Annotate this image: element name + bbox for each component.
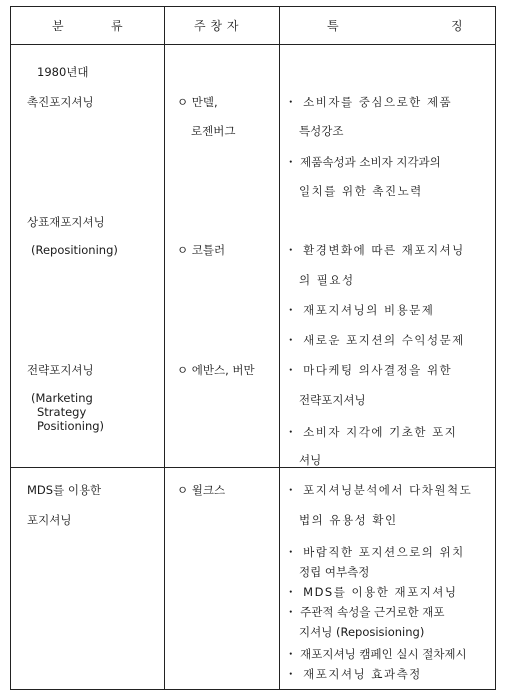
feature-text: 의 필요성 — [299, 273, 355, 287]
classification-table — [10, 6, 496, 690]
column-divider-2 — [279, 7, 280, 689]
proponent-rosenberg: 로젠버그 — [191, 124, 236, 138]
category-strategic: 전략포지셔닝 — [27, 363, 94, 377]
proponent-evans-berman: ㅇ 에반스, 버만 — [177, 363, 255, 377]
feature-text: ・ 소비자를 중심으로한 제품 — [285, 95, 453, 109]
category-mds: MDS를 이용한 — [27, 483, 102, 497]
proponent-mandel: ㅇ 만델, — [177, 95, 218, 109]
feature-text: ・ 환경변화에 따른 재포지셔닝 — [285, 243, 465, 257]
feature-text: ・ 제품속성과 소비자 지각과의 — [285, 155, 441, 169]
feature-text: 셔닝 — [299, 453, 322, 467]
feature-text: ・ MDS를 이용한 재포지셔닝 — [285, 585, 458, 599]
feature-text: ・ 포지셔닝분석에서 다차원척도 — [285, 483, 473, 497]
column-divider-1 — [164, 7, 165, 689]
header-proponent: 주 창 자 — [194, 19, 239, 33]
header-feature-char2: 징 — [451, 19, 464, 33]
category-en: (Repositioning) — [31, 243, 118, 257]
category-en: Positioning) — [37, 419, 105, 433]
feature-text: ・ 새로운 포지션의 수익성문제 — [285, 333, 465, 347]
proponent-kotler: ㅇ 코틀러 — [177, 243, 226, 257]
feature-text: 전략포지셔닝 — [299, 393, 366, 407]
header-category-char1: 분 — [52, 19, 65, 33]
category-mds-line2: 포지셔닝 — [27, 513, 72, 527]
header-divider — [11, 44, 495, 45]
row-divider — [11, 467, 495, 468]
feature-text: 정립 여부측정 — [299, 565, 370, 579]
feature-text: 법의 유용성 확인 — [299, 513, 398, 527]
feature-text: ・ 소비자 지각에 기초한 포지 — [285, 425, 458, 439]
era-label: 1980년대 — [37, 65, 89, 79]
feature-text: ・ 마다케팅 의사결정을 위한 — [285, 363, 453, 377]
feature-text: 지셔닝 (Reposisioning) — [299, 625, 425, 639]
category-en: (Marketing — [31, 391, 93, 405]
category-promotion: 촉진포지셔닝 — [27, 95, 94, 109]
category-brand-repositioning: 상표재포지셔닝 — [27, 215, 105, 229]
feature-text: ・ 재포지셔닝의 비용문제 — [285, 303, 435, 317]
proponent-wilkes: ㅇ 윌크스 — [177, 483, 226, 497]
feature-text: 특성강조 — [299, 124, 344, 138]
feature-text: ・ 재포지셔닝 효과측정 — [285, 667, 422, 681]
feature-text: ・ 주관적 속성을 근거로한 재포 — [285, 605, 445, 619]
header-feature-char1: 특 — [327, 19, 340, 33]
feature-text: ・ 재포지셔닝 캠페인 실시 절차제시 — [285, 647, 467, 661]
header-category-char2: 류 — [111, 19, 124, 33]
category-en: Strategy — [37, 405, 87, 419]
feature-text: 일치를 위한 촉진노력 — [299, 184, 423, 198]
feature-text: ・ 바람직한 포지션으로의 위치 — [285, 545, 465, 559]
